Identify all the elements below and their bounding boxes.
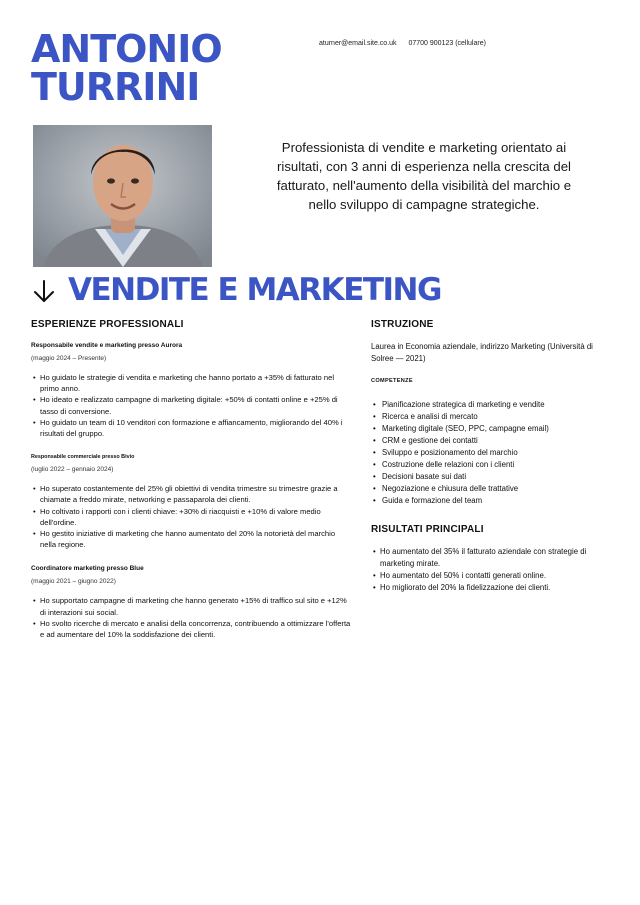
job-dates: (maggio 2021 – giugno 2022): [31, 578, 116, 586]
experience-section: [31, 319, 351, 640]
skill-item: • Costruzione delle relazioni con i clienti: [371, 459, 616, 471]
phone-text: 07700 900123 (cellulare): [408, 40, 486, 47]
bullet-item: • Ho coltivato i rapporti con i clienti chiave: +30% di riacquisti e +10% di valore medio dell'ordine.: [31, 506, 351, 528]
result-item: • Ho migliorato del 20% la fidelizzazione dei clienti.: [371, 582, 616, 594]
profile-summary: Professionista di vendite e marketing orientato ai risultati, con 3 anni di esperienza nella crescita del fatturato, nell'aumento della visibilità del marchio e nello sviluppo di campagne strategiche.: [276, 140, 572, 212]
skills-title: COMPETENZE: [371, 378, 413, 384]
bullet-item: • Ho supportato campagne di marketing che hanno generato +15% di traffico sul sito e +12% di interazioni sui social.: [31, 595, 351, 617]
side-column: [371, 319, 616, 594]
skills-list: [371, 399, 616, 507]
job-entry: [31, 454, 351, 550]
email-text: aturner@email.site.co.uk: [319, 40, 397, 47]
job-title: Responsabile vendite e marketing presso Aurora: [31, 342, 183, 349]
skill-item: • Negoziazione e chiusura delle trattative: [371, 483, 616, 495]
results-title: RISULTATI PRINCIPALI: [371, 524, 484, 535]
skill-item: • Guida e formazione del team: [371, 495, 616, 507]
experience-title: ESPERIENZE PROFESSIONALI: [31, 319, 184, 330]
first-name: ANTONIO: [31, 27, 222, 71]
skill-item: • Decisioni basate sui dati: [371, 471, 616, 483]
bullet-item: • Ho gestito iniziative di marketing che hanno aumentato del 20% la notorietà del marchio nella regione.: [31, 528, 351, 550]
skill-item: • Marketing digitale (SEO, PPC, campagne email): [371, 423, 616, 435]
bullet-item: • Ho guidato le strategie di vendita e marketing che hanno portato a +35% di fatturato nel primo anno.: [31, 372, 351, 394]
bullet-item: • Ho guidato un team di 10 venditori con formazione e affiancamento, migliorando del 40% i risultati del gruppo.: [31, 417, 351, 439]
bullet-item: • Ho ideato e realizzato campagne di marketing digitale: +50% di contatti online e +25% di tasso di conversione.: [31, 394, 351, 416]
job-bullets: [31, 483, 351, 550]
job-dates: (luglio 2022 – gennaio 2024): [31, 466, 114, 474]
job-bullets: [31, 595, 351, 640]
job-entry: [31, 342, 351, 439]
last-name: TURRINI: [31, 65, 200, 109]
skill-item: • Pianificazione strategica di marketing e vendite: [371, 399, 616, 411]
arrow-down-icon: [32, 279, 56, 305]
skill-item: • Sviluppo e posizionamento del marchio: [371, 447, 616, 459]
results-list: [371, 546, 616, 594]
candidate-name: [31, 27, 271, 109]
bullet-item: • Ho svolto ricerche di mercato e analisi della concorrenza, contribuendo a ottimizzare l'offerta e ad aumentare del 10% la soddisfazione dei clienti.: [31, 618, 351, 640]
skill-item: • CRM e gestione dei contatti: [371, 435, 616, 447]
portrait-illustration: [33, 125, 212, 267]
job-entry: [31, 565, 351, 640]
profile-photo: [33, 125, 212, 267]
bullet-item: • Ho superato costantemente del 25% gli obiettivi di vendita trimestre su trimestre grazie a chiamate a freddo mirate, networking e passaparola dei clienti.: [31, 483, 351, 505]
job-title: Coordinatore marketing presso Blue: [31, 565, 144, 573]
education-title: ISTRUZIONE: [371, 319, 434, 330]
job-bullets: [31, 372, 351, 439]
role-headline: VENDITE E MARKETING: [68, 272, 441, 308]
result-item: • Ho aumentato del 35% il fatturato aziendale con strategie di marketing mirate.: [371, 546, 616, 570]
contact-info: [319, 40, 486, 47]
job-title: Responsabile commerciale presso Bivio: [31, 454, 135, 461]
education-text: Laurea in Economia aziendale, indirizzo Marketing (Università di Solree — 2021): [371, 342, 593, 363]
result-item: • Ho aumentato del 50% i contatti generati online.: [371, 570, 616, 582]
skill-item: • Ricerca e analisi di mercato: [371, 411, 616, 423]
job-dates: (maggio 2024 – Presente): [31, 355, 107, 362]
